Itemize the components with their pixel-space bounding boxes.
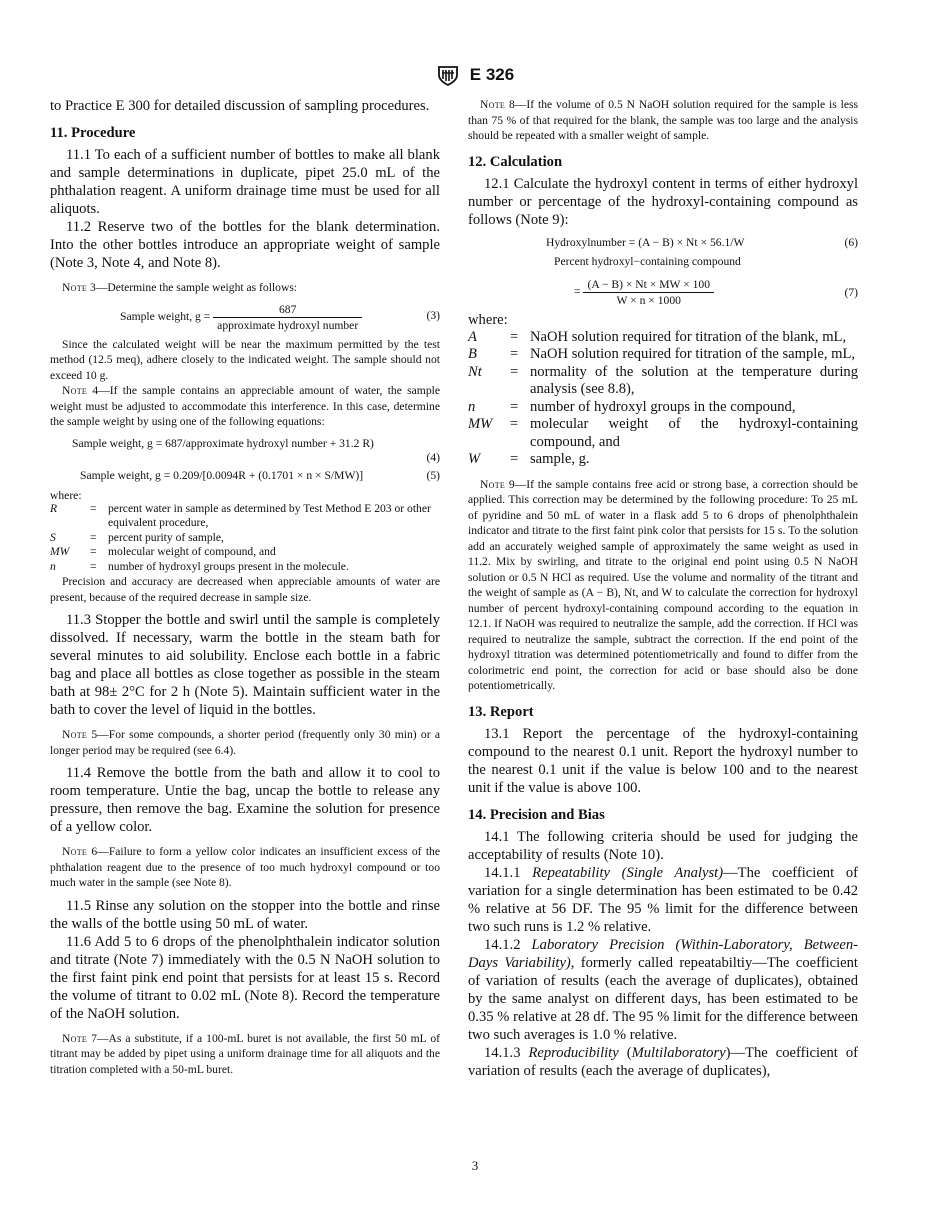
definition-row: R = percent water in sample as determined by Test Method E 203 or other equivalent procedure, <box>50 501 431 529</box>
definition-row: MW = molecular weight of the hydroxyl-containing compound, and <box>468 416 858 450</box>
equation-5: Sample weight, g = 0.209/[0.0094R + (0.1701 × n × S/MW)] (5) <box>80 468 440 482</box>
paragraph-14-1-2: 14.1.2 Laboratory Precision (Within-Laboratory, Between-Days Variability), formerly called repeatabiltiy—The coefficient of variation of results (each the average of duplicates), obtained by the same analyst on different days, has been estimated to be 0.35 % relative at 28 df. The 95 % limit for the difference between two such averages is 1.0 % relative. <box>468 936 858 1043</box>
variable-definitions-right <box>468 329 858 469</box>
precision-note: Precision and accuracy are decreased when appreciable amounts of water are present, because of the required decrease in sample size. <box>50 575 440 604</box>
section-heading-procedure: 11. Procedure <box>50 125 136 141</box>
note-5: Note 5—For some compounds, a shorter period (frequently only 30 min) or a longer period may be required (see 6.4). <box>50 728 440 757</box>
paragraph-14-1: 14.1 The following criteria should be used for judging the acceptability of results (Note 10). <box>468 828 858 863</box>
definition-row: Nt = normality of the solution at the temperature during analysis (see 8.8), <box>468 363 858 397</box>
right-column <box>468 97 858 1080</box>
section-heading-report: 13. Report <box>468 703 534 720</box>
paragraph-13-1: 13.1 Report the percentage of the hydroxyl-containing compound to the nearest 0.1 unit. Report the hydroxyl number to the nearest 0.1 unit if the value is below 100 and to the nearest unit if the value is above 100. <box>468 725 858 796</box>
note-7: Note 7—As a substitute, if a 100-mL buret is not available, the first 50 mL of titrant may be added by pipet using a uniform drainage time for all aliquots and the titration completed with a 50-mL buret. <box>50 1031 440 1076</box>
paragraph-11-5: 11.5 Rinse any solution on the stopper into the bottle and rinse the walls of the bottle using 50 mL of water. <box>50 897 440 932</box>
intro-paragraph: to Practice E 300 for detailed discussion of sampling procedures. <box>50 98 430 114</box>
note-4: Note 4—If the sample contains an appreciable amount of water, the sample weight must be adjusted to accommodate this interference. In this case, determine the sample weight by using one of the following equations: <box>50 384 440 428</box>
equation-7: = $\frac{(A - B) \times Nt \times MW \times 100}{W \times n \times 1000}$ (7) <box>574 277 858 307</box>
paragraph-14-1-3: 14.1.3 Reproducibility (Multilaboratory)—The coefficient of variation of results (each the average of duplicates), <box>468 1044 858 1079</box>
paragraph-14-1-1: 14.1.1 Repeatability (Single Analyst)—The coefficient of variation for a single determination has been estimated to be 0.42 % relative at 56 DF. The 95 % limit for the difference between two such runs is 1.2 % relative. <box>468 864 858 935</box>
astm-logo-icon <box>436 64 460 86</box>
note-9: Note 9—If the sample contains free acid or strong base, a correction should be applied. This correction may be determined by the following procedure: To 25 mL of pyridine and 50 mL of water in a flask add 5 to 6 drops of phenolphthalein indicator and titrate to the first faint pink color that persists for 15 s. To the solution add an accurately weighed sample of approximately the same weight as used in 11.2. Mix by swirling, and titrate to the original end point using 0.5 N NaOH solution or 0.5 N HCl as required. Use the volume and normality of the titrant and the weight of sample as (A − B), Nt, and W to calculate the correction for hydroxyl number of percent hydroxyl-containing compound according to the equation in 12.1. If NaOH was required to neutralize the sample, add the correction. If HCl was required to neutralize the sample, subtract the correction. If the end point of the hydroxyl titration was determined potentiometrically and found to differ from the colorimetric end point, the correction for acid or base should also be done potentiometrically. <box>468 477 858 692</box>
page-number: 3 <box>471 1158 479 1173</box>
equation-3: Sample weight, g = $\frac{687}{\text{approximate hydroxyl number}}$ (3) <box>120 302 440 332</box>
paragraph-11-4: 11.4 Remove the bottle from the bath and allow it to cool to room temperature. Untie the bag, uncap the bottle to release any pressure, then remove the bag. Examine the solution for presence of a yellow color. <box>50 765 440 835</box>
definition-row: n = number of hydroxyl groups present in the molecule. <box>50 559 349 573</box>
definition-row: W = sample, g. <box>468 451 590 467</box>
where-label-right: where: <box>468 311 508 328</box>
where-label: where: <box>50 488 82 502</box>
paragraph-12-1: 12.1 Calculate the hydroxyl content in terms of either hydroxyl number or percentage of the hydroxyl-containing compound as follows (Note 9): <box>468 175 858 228</box>
definition-row: B = NaOH solution required for titration of the sample, mL, <box>468 346 856 362</box>
paragraph-11-6: 11.6 Add 5 to 6 drops of the phenolphthalein indicator solution and titrate (Note 7) immediately with the 0.5 N NaOH solution to the first faint pink end point that persists for at least 15 s. Record the volume of titrant to 0.02 mL (Note 8). Record the temperature of the NaOH solution. <box>50 933 440 1022</box>
variable-definitions-left <box>50 502 440 575</box>
page-header <box>0 64 950 86</box>
section-heading-calculation: 12. Calculation <box>468 153 563 170</box>
paragraph-11-1: 11.1 To each of a sufficient number of bottles to make all blank and sample determinations in duplicate, pipet 25.0 mL of the phthalation reagent. A uniform drainage time must be used for all aliquots. <box>50 147 440 217</box>
definition-row: n = number of hydroxyl groups in the compound, <box>468 398 796 415</box>
left-column <box>50 97 440 1077</box>
equation-4: Sample weight, g = 687/approximate hydroxyl number + 31.2 R) (4) <box>72 436 440 464</box>
definition-row: MW = molecular weight of compound, and <box>50 545 276 558</box>
note-3: Note 3—Determine the sample weight as follows: <box>62 281 298 294</box>
paragraph-11-2: 11.2 Reserve two of the bottles for the blank determination. Into the other bottles introduce an appropriate weight of sample (Note 3, Note 4, and Note 8). <box>50 219 440 271</box>
section-heading-precision-bias: 14. Precision and Bias <box>468 806 605 823</box>
standard-code: E 326 <box>469 65 515 84</box>
definition-row: S = percent purity of sample, <box>50 530 224 544</box>
note-3-body: Since the calculated weight will be near the maximum permitted by the test method (12.5 meq), adhere closely to the indicated weight. The sample should not exceed 10 g. <box>50 337 440 382</box>
definition-row: A = NaOH solution required for titration of the blank, mL, <box>468 328 847 345</box>
equation-7-label: Percent hydroxyl−containing compound <box>554 254 741 268</box>
equation-6: Hydroxylnumber = (A − B) × Nt × 56.1/W (6) <box>546 235 858 249</box>
paragraph-11-3: 11.3 Stopper the bottle and swirl until the sample is completely dissolved. If necessary, warm the bottle in the steam bath for several minutes to aid solubility. Enclose each bottle in a fabric bag and place all bottles as close together as possible in the steam bath at 98± 2°C for 2 h (Note 5). Maintain sufficient water in the bath to cover the level of liquid in the bottles. <box>50 612 440 718</box>
note-6: Note 6—Failure to form a yellow color indicates an insufficient excess of the phthalation reagent due to the presence of too much hydroxyl compound or too much water in the sample (see Note 8). <box>50 845 440 889</box>
note-8: Note 8—If the volume of 0.5 N NaOH solution required for the sample is less than 75 % of that required for the blank, the sample was too large and the analysis should be repeated with a smaller weight of sample. <box>468 98 858 142</box>
